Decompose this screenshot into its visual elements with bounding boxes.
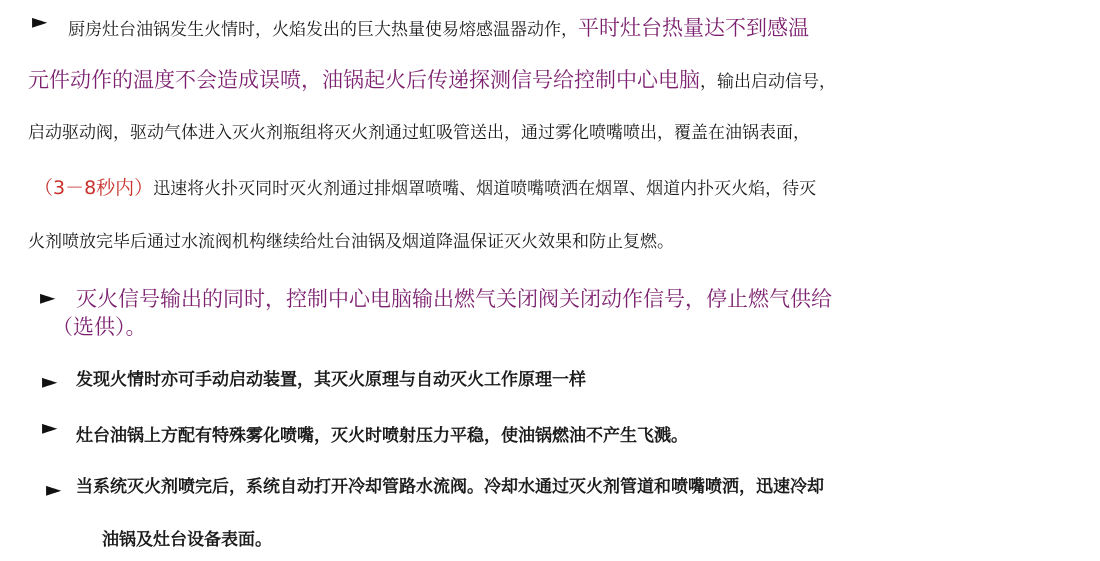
- bullet-arrow-icon: ►: [32, 9, 48, 33]
- paragraph-1-line-1-text: 厨房灶台油锅发生火情时，火焰发出的巨大热量使易熔感温器动作，: [68, 20, 578, 40]
- paragraph-1-line-2-text: ，输出启动信号，: [700, 72, 836, 92]
- paragraph-4: 灶台油锅上方配有特殊雾化喷嘴，灭火时喷射压力平稳，使油锅燃油不产生飞溅。: [76, 426, 688, 446]
- paragraph-2-line-1: 灭火信号输出的同时，控制中心电脑输出燃气关闭阀关闭动作信号，停止燃气供给: [76, 287, 832, 311]
- paragraph-3: 发现火情时亦可手动启动装置，其灭火原理与自动灭火工作原理一样: [76, 370, 586, 390]
- paragraph-1-highlight-1: 平时灶台热量达不到感温: [578, 16, 809, 40]
- paragraph-5-line-2: 油锅及灶台设备表面。: [102, 530, 272, 550]
- paragraph-1-line-2: [28, 64, 836, 94]
- bullet-arrow-icon: ►: [46, 477, 62, 501]
- paragraph-1-line-4-text: 迅速将火扑灭同时灭火剂通过排烟罩喷嘴、烟道喷嘴喷洒在烟罩、烟道内扑灭火焰，待灭: [153, 179, 817, 199]
- bullet-arrow-icon: ►: [42, 415, 58, 439]
- paragraph-1-line-1: [68, 12, 809, 42]
- paragraph-1-highlight-2: 元件动作的温度不会造成误喷，油锅起火后传递探测信号给控制中心电脑: [28, 68, 700, 92]
- paragraph-1-time-note: （3－8秒内）: [34, 177, 154, 199]
- paragraph-5-line-1: 当系统灭火剂喷完后，系统自动打开冷却管路水流阀。冷却水通过灭火剂管道和喷嘴喷洒，迅速冷却: [76, 477, 824, 497]
- paragraph-2-line-2: （选供）。: [52, 315, 147, 339]
- bullet-arrow-icon: ►: [40, 285, 56, 309]
- bullet-arrow-icon: ►: [42, 369, 58, 393]
- paragraph-1-line-3: 启动驱动阀，驱动气体进入灭火剂瓶组将灭火剂通过虹吸管送出，通过雾化喷嘴喷出，覆盖在油锅表面，: [28, 123, 810, 143]
- paragraph-1-line-5: 火剂喷放完毕后通过水流阀机构继续给灶台油锅及烟道降温保证灭火效果和防止复燃。: [28, 232, 674, 252]
- paragraph-1-line-4: [34, 173, 816, 200]
